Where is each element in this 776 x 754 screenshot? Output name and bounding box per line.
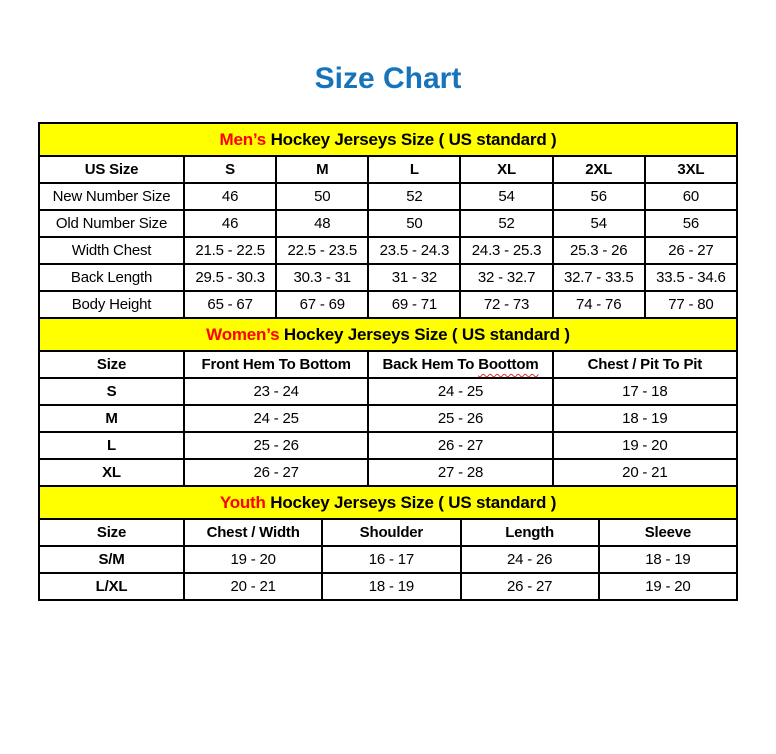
table-row xyxy=(39,573,737,600)
table-caption-row xyxy=(39,123,737,156)
value-cell: 33.5 - 34.6 xyxy=(645,264,737,291)
row-label: Old Number Size xyxy=(39,210,184,237)
table-caption-row xyxy=(39,486,737,519)
value-cell: 26 - 27 xyxy=(645,237,737,264)
table-row xyxy=(39,264,737,291)
caption-audience-highlight: Women’s xyxy=(206,324,280,344)
row-label: New Number Size xyxy=(39,183,184,210)
misspelled-word: Boottom xyxy=(478,356,539,373)
womens-table-caption xyxy=(39,318,737,351)
header-row xyxy=(39,519,737,546)
value-cell: 25 - 26 xyxy=(184,432,368,459)
value-cell: 74 - 76 xyxy=(553,291,645,318)
value-cell: 25.3 - 26 xyxy=(553,237,645,264)
column-header: Size xyxy=(39,351,184,378)
table-row xyxy=(39,432,737,459)
column-header: 3XL xyxy=(645,156,737,183)
youth-table-caption xyxy=(39,486,737,519)
column-header: 2XL xyxy=(553,156,645,183)
value-cell: 25 - 26 xyxy=(368,405,552,432)
table-row xyxy=(39,291,737,318)
value-cell: 20 - 21 xyxy=(184,573,322,600)
column-header: XL xyxy=(460,156,552,183)
value-cell: 24 - 26 xyxy=(461,546,599,573)
header-row xyxy=(39,351,737,378)
table-caption-row xyxy=(39,318,737,351)
row-label: S/M xyxy=(39,546,184,573)
column-header: Front Hem To Bottom xyxy=(184,351,368,378)
value-cell: 50 xyxy=(368,210,460,237)
table-row xyxy=(39,378,737,405)
value-cell: 46 xyxy=(184,210,276,237)
page-title: Size Chart xyxy=(314,62,462,95)
value-cell: 19 - 20 xyxy=(184,546,322,573)
value-cell: 31 - 32 xyxy=(368,264,460,291)
value-cell: 24 - 25 xyxy=(184,405,368,432)
table-row xyxy=(39,405,737,432)
column-header: S xyxy=(184,156,276,183)
column-header: US Size xyxy=(39,156,184,183)
row-label: L xyxy=(39,432,184,459)
value-cell: 50 xyxy=(276,183,368,210)
column-header: M xyxy=(276,156,368,183)
value-cell: 17 - 18 xyxy=(553,378,737,405)
value-cell: 77 - 80 xyxy=(645,291,737,318)
table-row xyxy=(39,546,737,573)
value-cell: 46 xyxy=(184,183,276,210)
value-cell: 26 - 27 xyxy=(461,573,599,600)
value-cell: 23 - 24 xyxy=(184,378,368,405)
value-cell: 29.5 - 30.3 xyxy=(184,264,276,291)
column-header: Sleeve xyxy=(599,519,737,546)
value-cell: 19 - 20 xyxy=(553,432,737,459)
table-row xyxy=(39,237,737,264)
table-row xyxy=(39,210,737,237)
table-row xyxy=(39,459,737,486)
value-cell: 52 xyxy=(460,210,552,237)
value-cell: 22.5 - 23.5 xyxy=(276,237,368,264)
column-header: Chest / Pit To Pit xyxy=(553,351,737,378)
value-cell: 56 xyxy=(553,183,645,210)
caption-text: Hockey Jerseys Size ( US standard ) xyxy=(283,324,570,344)
value-cell: 18 - 19 xyxy=(599,546,737,573)
row-label: Body Height xyxy=(39,291,184,318)
column-header: Shoulder xyxy=(322,519,460,546)
mens-table-caption xyxy=(39,123,737,156)
column-header-text: Back Hem To xyxy=(382,356,475,373)
row-label: Width Chest xyxy=(39,237,184,264)
womens-size-table xyxy=(38,317,738,487)
size-tables-container xyxy=(38,122,738,601)
row-label: M xyxy=(39,405,184,432)
value-cell: 24 - 25 xyxy=(368,378,552,405)
value-cell: 23.5 - 24.3 xyxy=(368,237,460,264)
value-cell: 60 xyxy=(645,183,737,210)
value-cell: 65 - 67 xyxy=(184,291,276,318)
value-cell: 52 xyxy=(368,183,460,210)
value-cell: 69 - 71 xyxy=(368,291,460,318)
value-cell: 54 xyxy=(460,183,552,210)
header-row xyxy=(39,156,737,183)
caption-audience-highlight: Men’s xyxy=(219,129,267,149)
value-cell: 18 - 19 xyxy=(553,405,737,432)
caption-text: Hockey Jerseys Size ( US standard ) xyxy=(270,492,557,512)
value-cell: 20 - 21 xyxy=(553,459,737,486)
value-cell: 32.7 - 33.5 xyxy=(553,264,645,291)
row-label: S xyxy=(39,378,184,405)
value-cell: 54 xyxy=(553,210,645,237)
value-cell: 67 - 69 xyxy=(276,291,368,318)
table-row xyxy=(39,183,737,210)
value-cell: 30.3 - 31 xyxy=(276,264,368,291)
value-cell: 32 - 32.7 xyxy=(460,264,552,291)
column-header xyxy=(368,351,552,378)
value-cell: 16 - 17 xyxy=(322,546,460,573)
column-header: L xyxy=(368,156,460,183)
value-cell: 72 - 73 xyxy=(460,291,552,318)
value-cell: 18 - 19 xyxy=(322,573,460,600)
mens-size-table xyxy=(38,122,738,319)
row-label: Back Length xyxy=(39,264,184,291)
value-cell: 19 - 20 xyxy=(599,573,737,600)
value-cell: 27 - 28 xyxy=(368,459,552,486)
youth-size-table xyxy=(38,485,738,601)
column-header: Chest / Width xyxy=(184,519,322,546)
row-label: XL xyxy=(39,459,184,486)
row-label: L/XL xyxy=(39,573,184,600)
caption-audience-highlight: Youth xyxy=(219,492,266,512)
value-cell: 24.3 - 25.3 xyxy=(460,237,552,264)
value-cell: 21.5 - 22.5 xyxy=(184,237,276,264)
value-cell: 48 xyxy=(276,210,368,237)
value-cell: 26 - 27 xyxy=(184,459,368,486)
column-header: Length xyxy=(461,519,599,546)
value-cell: 56 xyxy=(645,210,737,237)
caption-text: Hockey Jerseys Size ( US standard ) xyxy=(270,129,557,149)
column-header: Size xyxy=(39,519,184,546)
value-cell: 26 - 27 xyxy=(368,432,552,459)
